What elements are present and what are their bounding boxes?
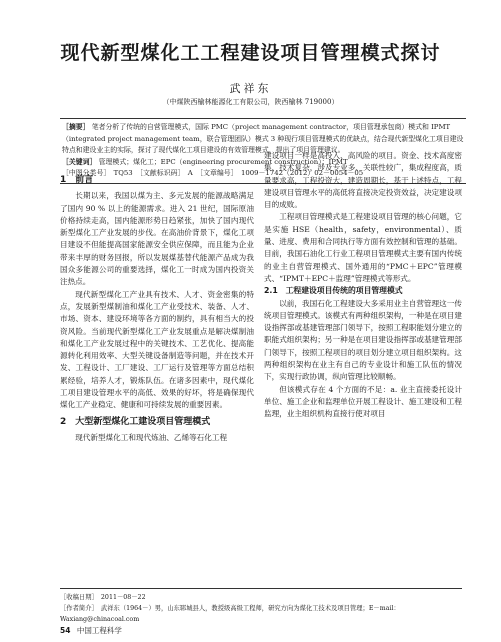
footnote bbox=[60, 588, 462, 625]
keywords-text: 管理模式；煤化工；EPC（engineering procurement construction）；IPMT bbox=[98, 157, 348, 166]
section-heading: 1 前言 bbox=[60, 175, 94, 185]
section-heading: 2 大型新型煤化工建设项目管理模式 bbox=[60, 416, 211, 427]
abstract-label: ［摘要］ bbox=[62, 123, 90, 131]
paragraph: 工程项目管理模式是工程建设项目管理的核心问题，它是实施 HSE（health，safety，environmental）、质量、进度、费用和合同执行等方面有效控制和管理的基础。目前，我国石油化工行业工程项目管理模式主要有国内传统的业主自营管理模式、国外通用的“PMC＋EPC”管理模式、“IPMT＋EPC＋监理”管理模式等形式。 bbox=[264, 212, 462, 283]
subsection-heading: 2.1 工程建设项目传统的项目管理模式 bbox=[264, 286, 403, 296]
left-column bbox=[60, 170, 254, 444]
paper-title: 现代新型煤化工工程建设项目管理模式探讨 bbox=[60, 42, 441, 64]
received-date: ［收稿日期］ 2011－08－22 bbox=[60, 594, 146, 601]
journal-name: 中国工程科学 bbox=[76, 626, 122, 635]
author-name: 武祥东 bbox=[229, 82, 272, 95]
abstract-text: 笔者分析了传统的自营管理模式，国际 PMC（project management contractor，项目管理承包商）模式和 IPMT（integrated project management team，联合管理团队）模式 3 种现行项目管理模式的优缺点，结合现代新型煤化工项目建设特点和建设业主的实际，探讨了现代煤化工项目建设的有效管理模式，提出了项目管理建议。 bbox=[62, 123, 464, 154]
right-column bbox=[264, 150, 462, 421]
page-number: 54 bbox=[60, 626, 71, 635]
page-footer bbox=[60, 625, 122, 636]
affiliation: （中煤陕西榆林能源化工有限公司，陕西榆林 719000） bbox=[162, 98, 339, 106]
paragraph: 但该模式存在 4 个方面的不足：a. 业主直接委托设计单位、施工企业和监理单位开展工程设计、施工建设和工程监理，业主组织机构直接行使对项目 bbox=[264, 384, 462, 419]
paragraph: 以前，我国石化工程建设大多采用业主自营管理这一传统项目管理模式。该模式有两种组织架构，一种是在项目建设指挥部或基建管理部门领导下，按照工程职能划分建立的职能式组织架构；另一种是在项目建设指挥部或基建管理部门领导下，按照工程项目的项目划分建立项目组织架构。这两种组织架构在业主有自己的专业设计和施工队伍的情况下，实现行政协调，纵向管理比较顺畅。 bbox=[264, 298, 462, 382]
paragraph: 长期以来，我国以煤为主、多元发展的能源战略满足了国内 90 % 以上的能源需求。进入 21 世纪，国际原油价格持续走高，国内能源形势日趋紧张，加快了国内现代新型煤化工产业发展的步伐。在高油价背景下，煤化工项目建设不但能提高国家能源安全供应保障，而且能为企业带来丰厚的财务回报，所以发展煤基替代能源产品成为我国众多能源公司的重要选择，煤化工一时成为国内投资关注热点。 bbox=[60, 191, 254, 287]
paragraph: 现代新型煤化工和现代炼油、乙烯等石化工程 bbox=[75, 432, 228, 442]
author-bio: ［作者简介］ 武祥东（1964－）男，山东郓城县人，教授级高级工程师，研究方向为煤化工技术及项目管理；E－mail：Waxiang@chinacoal.com bbox=[60, 605, 400, 623]
paragraph: 建设项目一样是高投入、高风险的项目。资金、技术高度密集，技术复杂，涉及专业多、关联性较广，集成程度高，质量要求高，工程投资大，建造周期长，基于上述特点，工程建设项目管理水平的高低将直接决定投资效益，决定建设项目的成败。 bbox=[264, 151, 462, 210]
paragraph: 现代新型煤化工产业具有技术、人才、资金密集的特点，发展新型煤制油和煤化工产业受技术、装备、人才、市场、资本、建设环境等各方面的制约，具有相当大的投资风险。当前现代新型煤化工产业发展重点是解决煤制油和煤化工产业发展过程中的关键技术、工艺优化、提高能源转化利用效率、大型关键设备制造等问题，并在技术开发、工程设计、工厂建设、工厂运行及管理等方面总结积累经验，培养人才，锻炼队伍。在诸多因素中，现代煤化工项目建设管理水平的高低、效果的好坏，将是确保现代煤化工产业稳定、健康和可持续发展的重要因素。 bbox=[60, 289, 254, 410]
classification-line: ［中图分类号］ TQ53 ［文献标识码］ A ［文章编号］ 1009－1742（2012）02－0054－05 bbox=[62, 169, 364, 177]
keywords-label: ［关键词］ bbox=[62, 157, 97, 166]
